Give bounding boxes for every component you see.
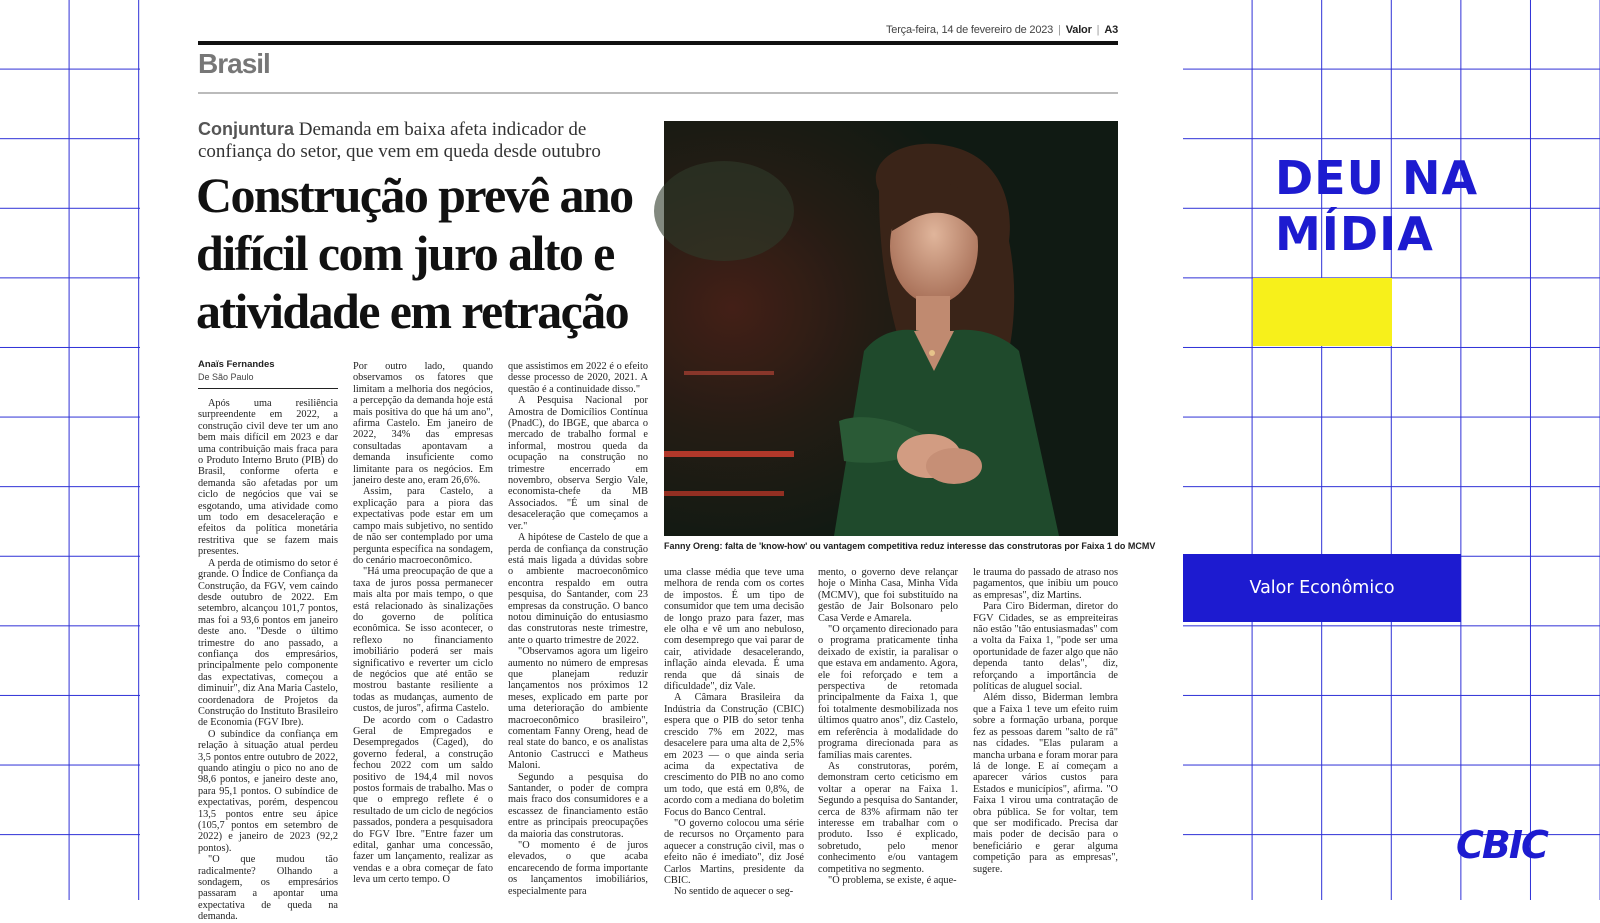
paragraph: Por outro lado, quando observamos os fatores que limitam a melhoria dos negócios, a percepção da demanda hoje está mais positiva do que há um ano", afirma Castelo. Em janeiro de 2022, 34% das empresas consultadas apontavam a demanda insuficiente como limitante para os negócios. Em janeiro deste ano, eram 26,6%. — [353, 361, 493, 487]
paragraph: mento, o governo deve relançar hoje o Minha Casa, Minha Vida (MCMV), que foi substituído na gestão de Jair Bolsonaro pelo Casa Verde e Amarela. — [818, 567, 958, 624]
article-headline: Construção prevê ano difícil com juro alto e atividade em retração — [196, 167, 633, 339]
title-line-1: DEU NA — [1275, 151, 1479, 205]
paragraph: "Há uma preocupação de que a taxa de juros possa permanecer mais alta por mais tempo, o que está relacionado às sinalizações do governo de política econômica. Se isso acontecer, o reflexo no financiamento imobiliário poderá ser mais significativo e reverter um ciclo de negócios que até então se mostrou bastante resiliente a todas as mudanças, aumento de custos, de juros", afirma Castelo. — [353, 566, 493, 715]
byline — [198, 359, 338, 389]
paragraph: "O orçamento direcionado para o programa praticamente tinha deixado de existir, ia paralisar o que estava em andamento. Agora, ele foi reforçado e tem a perspectiva de retomada principalmente da Faixa 1, que foi totalmente desmobilizada nos últimos quatro anos", diz Castelo, em referência à modalidade do programa direcionada para as famílias mais carentes. — [818, 624, 958, 761]
top-rule — [198, 41, 1118, 45]
paragraph: O subíndice da confiança em relação à situação atual perdeu 3,5 pontos entre outubro de 2022, quando atingiu o pico no ano de 98,6 pontos, e janeiro deste ano, para 95,1 pontos. O subíndice de expectativas, porém, despencou 13,5 pontos entre seu ápice (105,7 pontos em setembro de 2022) e janeiro de 2023 (92,2 pontos). — [198, 728, 338, 854]
paragraph: A Câmara Brasileira da Indústria da Construção (CBIC) espera que o PIB do setor tenha crescido 7% em 2022, mas desacelere para uma alta de 2,5% em 2023 — o que ainda seria acima da expectativa de crescimento do PIB no ano como um todo, que está em 0,8%, de acordo com a mediana do boletim Focus do Banco Central. — [664, 692, 804, 818]
article-column-6 — [973, 567, 1118, 880]
byline-location: De São Paulo — [198, 372, 254, 382]
kicker — [198, 118, 648, 163]
dateline: Terça-feira, 14 de fevereiro de 2023 | Valor | A3 — [886, 24, 1118, 36]
paragraph: "O momento é de juros elevados, o que acaba encarecendo de forma importante os lançamentos imobiliários, especialmente para — [508, 840, 648, 897]
article-column-4 — [664, 567, 804, 898]
cbic-logo-text: CBIC — [1456, 823, 1547, 867]
kicker-label: Conjuntura — [198, 119, 294, 139]
paragraph: "Observamos agora um ligeiro aumento no número de empresas que planejam reduzir lançamentos nos próximos 12 meses, explicado em parte por uma deterioração do ambiente macroeconômico brasileiro", comentam Fanny Oreng, head de real state do banco, e os analistas Antonio Castrucci e Matheus Maloni. — [508, 646, 648, 772]
article-column-3 — [508, 361, 648, 897]
yellow-accent-block — [1253, 278, 1392, 346]
grid-background-left — [0, 0, 140, 900]
paragraph: Segundo a pesquisa do Santander, o poder de compra mais fraco dos consumidores e a escassez de financiamento estão entre as principais preocupações da maioria das construtoras. — [508, 771, 648, 840]
paragraph: A hipótese de Castelo de que a perda de confiança da construção está mais ligada a dúvidas sobre o ambiente macroeconômico encontra respaldo em outra pesquisa, do Santander, com 23 empresas da construção. O banco notou diminuição do entusiasmo das construtoras neste trimestre, ante o quarto trimestre de 2022. — [508, 532, 648, 646]
article-column-2 — [353, 361, 493, 886]
byline-author: Anaïs Fernandes — [198, 359, 275, 370]
paragraph: "O problema, se existe, é aque- — [828, 874, 957, 886]
paragraph: A Pesquisa Nacional por Amostra de Domicílios Contínua (PnadC), do IBGE, que abarca o mercado de trabalho formal e informal, mostrou queda da ocupação na construção no trimestre encerrado em novembro, observa Sergio Vale, economista-chefe da MB Associados. "É um sinal de desaceleração que começamos a ver." — [508, 395, 648, 532]
grid-background-right — [1183, 0, 1600, 900]
deu-na-midia-title — [1275, 150, 1478, 262]
photo-caption: Fanny Oreng: falta de 'know-how' ou vantagem competitiva reduz interesse das construtoras por Faixa 1 do MCMV — [664, 541, 1156, 551]
source-label: Valor Econômico — [1249, 578, 1395, 598]
newspaper-clipping — [140, 0, 1183, 923]
section-title: Brasil — [198, 48, 270, 79]
paragraph: No sentido de aquecer o seg- — [674, 886, 794, 898]
source-label-bar — [1183, 554, 1461, 622]
cbic-logo — [1454, 820, 1559, 866]
article-photo — [664, 121, 1118, 536]
paragraph: Após uma resiliência surpreendente em 2022, a construção civil deve ter um ano bem mais difícil em 2023 e dar uma contribuição mais fraca para o Produto Interno Bruto (PIB) do Brasil, conforme oferta e demanda são afetadas por um ciclo de negócios que vai se esgotando, uma atividade como um todo em desaceleração e efeitos da política monetária restritiva que se fazem mais presentes. — [198, 398, 338, 558]
paragraph: "O que mudou tão radicalmente? Olhando a sondagem, os empresários passaram a apontar uma expectativa de queda na demanda. — [198, 854, 338, 923]
paragraph: le trauma do passado de atraso nos pagamentos, que inibiu um pouco as empresas", diz Martins. — [973, 567, 1118, 601]
paragraph: Assim, para Castelo, a explicação para a piora das expectativas pode estar em um campo mais subjetivo, no sentido de não ser contemplado por uma pergunta específica na sondagem, do cenário macroeconômico. — [353, 486, 493, 566]
article-column-1 — [198, 398, 338, 923]
paragraph: Além disso, Biderman lembra que a Faixa 1 teve um efeito ruim sobre a formação urbana, porque fez as pessoas darem "salto de rã" nas cidades. "Elas pularam a mancha urbana e foram morar para lá de longe. E aí começam a aparecer vários custos para Estados e municípios", afirma. "O Faixa 1 virou uma contratação de obra pública. Se for voltar, tem que ser modificado. Precisa dar mais poder de decisão para o beneficiário e gerar alguma competição para as empresas", sugere. — [973, 692, 1118, 875]
title-line-2: MÍDIA — [1275, 207, 1434, 261]
article-column-5 — [818, 567, 958, 886]
paragraph: "O governo colocou uma série de recursos no Orçamento para aquecer a construção civil, mas o efeito não é imediato", diz José Carlos Martins, presidente da CBIC. — [664, 817, 804, 886]
paragraph: Para Ciro Biderman, diretor do FGV Cidades, se as empreiteiras não estão "tão entusiasmadas" com a volta da Faixa 1, "pode ser uma oportunidade de fazer algo que não dependa tanto delas", diz, reforçando a importância de políticas de aluguel social. — [973, 601, 1118, 693]
paragraph: De acordo com o Cadastro Geral de Empregados e Desempregados (Caged), do governo federal, a construção fechou 2022 com um saldo positivo de 194,4 mil novos postos formais de trabalho. Mas o que o emprego reflete é o resultado de um ciclo de negócios passados, pondera a pesquisadora do FGV Ibre. "Entre fazer um edital, ganhar uma concessão, fazer um lançamento, realizar as vendas e a obra começar de fato leva um certo tempo. O — [353, 714, 493, 886]
kicker-text: Demanda em baixa afeta indicador de confiança do setor, que vem em queda desde outubro — [198, 119, 601, 162]
section-rule — [198, 92, 1118, 94]
paragraph: que assistimos em 2022 é o efeito desse processo de 2020, 2021. A questão é a continuidade disso." — [508, 361, 648, 395]
portrait-illustration — [664, 121, 1118, 536]
paragraph: As construtoras, porém, demonstram certo ceticismo em voltar a operar na Faixa 1. Segundo a pesquisa do Santander, cerca de 83% afirmam não ter interesse em trabalhar com o produto. Isso é explicado, sobretudo, pelo menor conhecimento e/ou vantagem competitiva no segmento. — [818, 760, 958, 875]
paragraph: A perda de otimismo do setor é grande. O Índice de Confiança da Construção, da FGV, vem caindo desde outubro de 2022. Em setembro, alcançou 101,7 pontos, mas foi a 93,6 pontos em janeiro deste ano. "Desde o último trimestre do ano passado, a confiança dos empresários, principalmente pelo componente das expectativas, começou a diminuir", diz Ana Maria Castelo, coordenadora de Projetos da Construção do Instituto Brasileiro de Economia (FGV Ibre). — [198, 557, 338, 729]
dateline-page: A3 — [1104, 24, 1118, 36]
paragraph: uma classe média que teve uma melhora de renda com os cortes de impostos. É um tipo de consumidor que tem uma decisão de longo prazo para fazer, mas ele olha e vê um ano nebuloso, com desemprego que vai parar de cair, atividade desacelerando, inflação ainda elevada. É uma renda que dá sinais de dificuldade", diz Vale. — [664, 567, 804, 693]
dateline-date: Terça-feira, 14 de fevereiro de 2023 — [886, 24, 1054, 36]
dateline-paper: Valor — [1065, 24, 1092, 36]
